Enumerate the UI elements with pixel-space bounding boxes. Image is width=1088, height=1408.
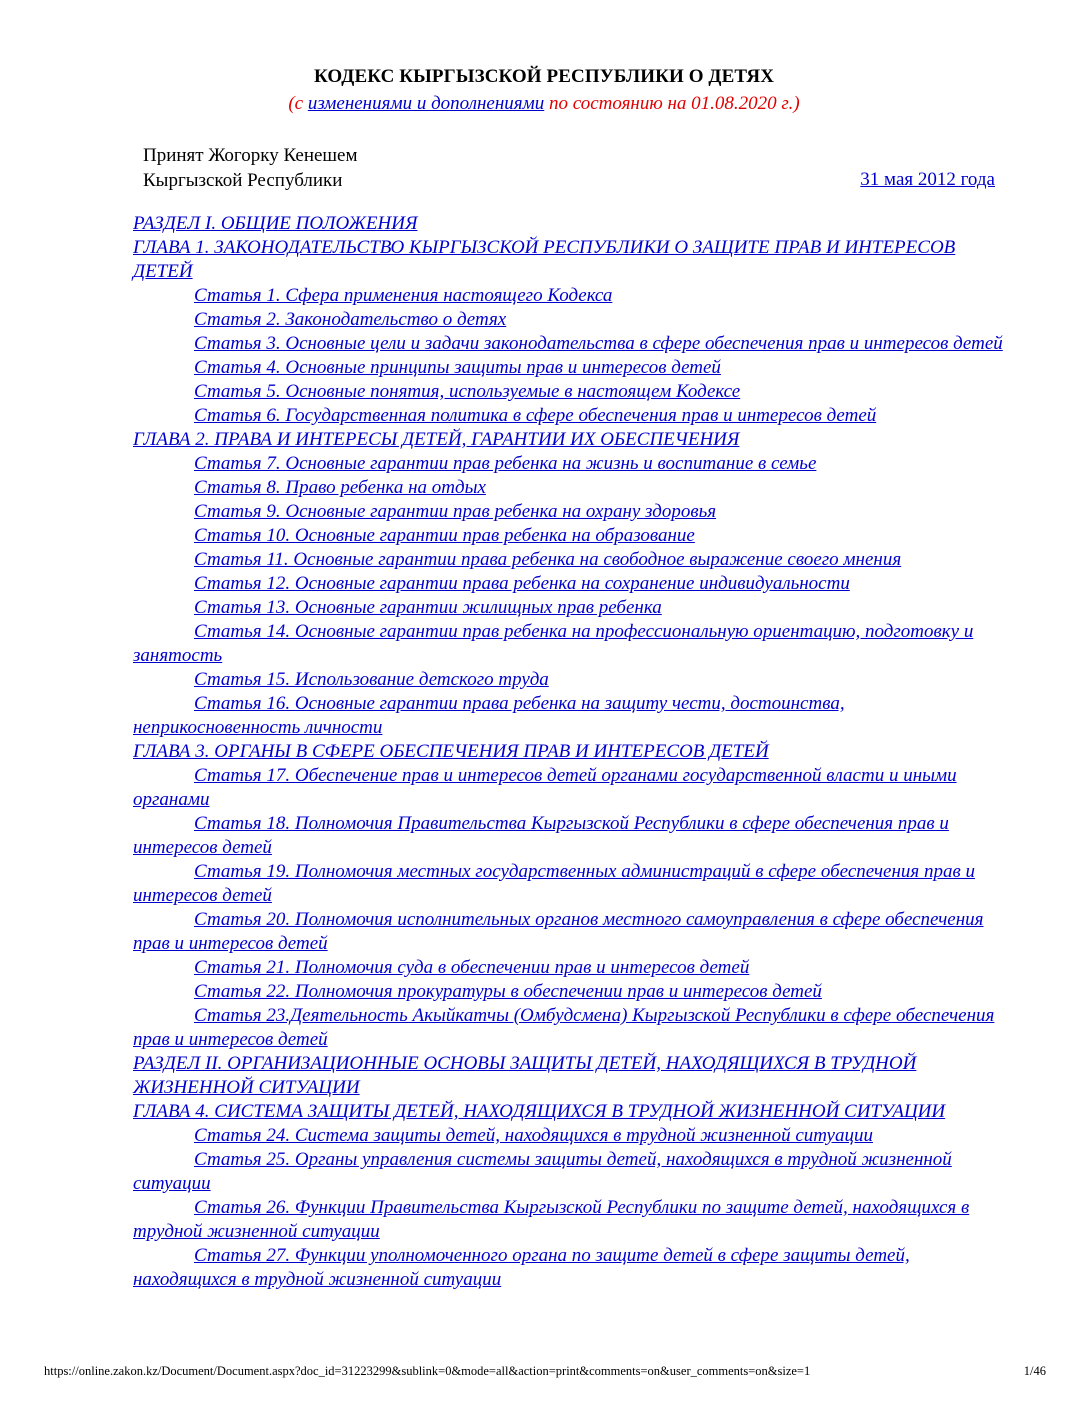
subtitle-suffix: по состоянию на 01.08.2020 г.) — [544, 93, 800, 114]
amendments-link[interactable]: изменениями и дополнениями — [307, 93, 545, 114]
table-of-contents — [133, 212, 1007, 1292]
toc-article-link[interactable]: Статья 2. Законодательство о детях — [194, 309, 507, 330]
page-number: 1/46 — [1023, 1364, 1046, 1378]
document-subtitle — [0, 93, 1088, 115]
adoption-info — [143, 143, 358, 193]
toc-article-link[interactable]: Статья 6. Государственная политика в сфере обеспечения прав и интересов детей — [194, 405, 877, 426]
toc-article-link[interactable]: Статья 18. Полномочия Правительства Кыргызской Республики в сфере обеспечения прав и интересов детей — [133, 813, 949, 858]
print-url: https://online.zakon.kz/Document/Document.aspx?doc_id=31223299&sublink=0&mode=all&action=print&comments=on&user_comments=on&size=1 — [44, 1364, 811, 1378]
toc-article-link[interactable]: Статья 24. Система защиты детей, находящихся в трудной жизненной ситуации — [194, 1125, 873, 1146]
toc-article-link[interactable]: Статья 15. Использование детского труда — [194, 669, 549, 690]
toc-article-link[interactable]: Статья 8. Право ребенка на отдых — [194, 477, 486, 498]
adoption-line-1: Принят Жогорку Кенешем — [143, 145, 358, 166]
toc-section-link[interactable]: ГЛАВА 4. СИСТЕМА ЗАЩИТЫ ДЕТЕЙ, НАХОДЯЩИХСЯ В ТРУДНОЙ ЖИЗНЕННОЙ СИТУАЦИИ — [133, 1101, 946, 1122]
toc-section-link[interactable]: РАЗДЕЛ II. ОРГАНИЗАЦИОННЫЕ ОСНОВЫ ЗАЩИТЫ ДЕТЕЙ, НАХОДЯЩИХСЯ В ТРУДНОЙ ЖИЗНЕННОЙ СИТУАЦИИ — [133, 1053, 917, 1098]
toc-article-link[interactable]: Статья 3. Основные цели и задачи законодательства в сфере обеспечения прав и интересов детей — [194, 333, 1003, 354]
toc-article-link[interactable]: Статья 19. Полномочия местных государственных администраций в сфере обеспечения прав и интересов детей — [133, 861, 975, 906]
toc-article-link[interactable]: Статья 17. Обеспечение прав и интересов детей органами государственной власти и иными органами — [133, 765, 957, 810]
toc-section-link[interactable]: ГЛАВА 2. ПРАВА И ИНТЕРЕСЫ ДЕТЕЙ, ГАРАНТИИ ИХ ОБЕСПЕЧЕНИЯ — [133, 429, 740, 450]
toc-article-link[interactable]: Статья 25. Органы управления системы защиты детей, находящихся в трудной жизненной ситуации — [133, 1149, 952, 1194]
toc-section-link[interactable]: РАЗДЕЛ I. ОБЩИЕ ПОЛОЖЕНИЯ — [133, 213, 418, 234]
subtitle-prefix: (с — [288, 93, 308, 114]
document-title: КОДЕКС КЫРГЫЗСКОЙ РЕСПУБЛИКИ О ДЕТЯХ — [313, 66, 775, 87]
toc-article-link[interactable]: Статья 13. Основные гарантии жилищных прав ребенка — [194, 597, 662, 618]
toc-article-link[interactable]: Статья 10. Основные гарантии прав ребенка на образование — [194, 525, 695, 546]
toc-section-link[interactable]: ГЛАВА 3. ОРГАНЫ В СФЕРЕ ОБЕСПЕЧЕНИЯ ПРАВ И ИНТЕРЕСОВ ДЕТЕЙ — [133, 741, 769, 762]
adoption-date-link[interactable]: 31 мая 2012 года — [860, 169, 995, 190]
toc-article-link[interactable]: Статья 14. Основные гарантии прав ребенка на профессиональную ориентацию, подготовку и занятость — [133, 621, 974, 666]
toc-article-link[interactable]: Статья 7. Основные гарантии прав ребенка на жизнь и воспитание в семье — [194, 453, 817, 474]
toc-article-link[interactable]: Статья 26. Функции Правительства Кыргызской Республики по защите детей, находящихся в трудной жизненной ситуации — [133, 1197, 970, 1242]
toc-article-link[interactable]: Статья 5. Основные понятия, используемые в настоящем Кодексе — [194, 381, 741, 402]
toc-article-link[interactable]: Статья 11. Основные гарантии права ребенка на свободное выражение своего мнения — [194, 549, 902, 570]
adoption-line-2: Кыргызской Республики — [143, 170, 343, 191]
toc-article-link[interactable]: Статья 27. Функции уполномоченного органа по защите детей в сфере защиты детей, находящихся в трудной жизненной ситуации — [133, 1245, 910, 1290]
toc-article-link[interactable]: Статья 21. Полномочия суда в обеспечении прав и интересов детей — [194, 957, 750, 978]
toc-article-link[interactable]: Статья 16. Основные гарантии права ребенка на защиту чести, достоинства, неприкосновенность личности — [133, 693, 845, 738]
toc-article-link[interactable]: Статья 12. Основные гарантии права ребенка на сохранение индивидуальности — [194, 573, 850, 594]
toc-article-link[interactable]: Статья 22. Полномочия прокуратуры в обеспечении прав и интересов детей — [194, 981, 822, 1002]
toc-section-link[interactable]: ГЛАВА 1. ЗАКОНОДАТЕЛЬСТВО КЫРГЫЗСКОЙ РЕСПУБЛИКИ О ЗАЩИТЕ ПРАВ И ИНТЕРЕСОВ ДЕТЕЙ — [133, 237, 956, 282]
toc-article-link[interactable]: Статья 20. Полномочия исполнительных органов местного самоуправления в сфере обеспечения прав и интересов детей — [133, 909, 984, 954]
toc-article-link[interactable]: Статья 4. Основные принципы защиты прав и интересов детей — [194, 357, 721, 378]
toc-article-link[interactable]: Статья 9. Основные гарантии прав ребенка на охрану здоровья — [194, 501, 717, 522]
toc-article-link[interactable]: Статья 23.Деятельность Акыйкатчы (Омбудсмена) Кыргызской Республики в сфере обеспечения прав и интересов детей — [133, 1005, 995, 1050]
toc-article-link[interactable]: Статья 1. Сфера применения настоящего Кодекса — [194, 285, 613, 306]
